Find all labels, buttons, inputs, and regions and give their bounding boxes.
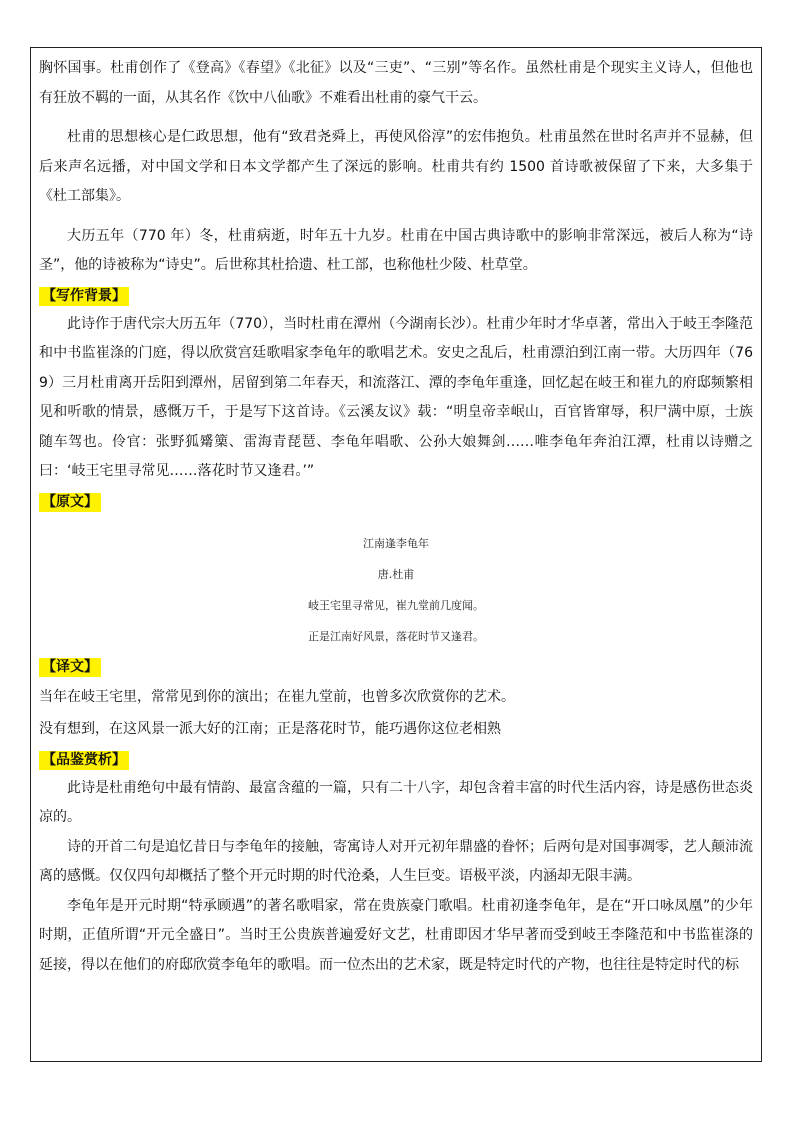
poem-author: 唐.杜甫 [377, 567, 415, 581]
translation-line-2: 没有想到，在这风景一派大好的江南；正是落花时节，能巧遇你这位老相熟 [39, 720, 501, 737]
poem-line-1: 岐王宅里寻常见，崔九堂前几度闻。 [308, 598, 484, 612]
document-page [30, 47, 762, 1062]
intro-paragraph-2: 杜甫的思想核心是仁政思想，他有“致君尧舜上，再使风俗淳”的宏伟抱负。杜甫虽然在世时名声并不显赫，但后来声名远播，对中国文学和日本文学都产生了深远的影响。杜甫共有约 1500 首诗歌被保留了下来，大多集于《杜工部集》。 [39, 129, 753, 204]
poem-line-2: 正是江南好风景，落花时节又逢君。 [308, 629, 484, 643]
section-heading-background: 【写作背景】 [39, 287, 129, 306]
poem-title: 江南逢李龟年 [363, 536, 429, 550]
background-paragraph: 此诗作于唐代宗大历五年（770），当时杜甫在潭州（今湖南长沙）。杜甫少年时才华卓著，常出入于岐王李隆范和中书监崔涤的门庭，得以欣赏宫廷歌唱家李龟年的歌唱艺术。安史之乱后，杜甫漂泊到江南一带。大历四年（769）三月杜甫离开岳阳到潭州，居留到第二年春天，和流落江、潭的李龟年重逢，回忆起在岐王和崔九的府邸频繁相见和听歌的情景，感慨万千，于是写下这首诗。《云溪友议》载：“明皇帝幸岷山，百官皆窜辱，积尸满中原，士族随车驾也。伶官：张野狐觱篥、雷海青琵琶、李龟年唱歌、公孙大娘舞剑……唯李龟年奔泊江潭，杜甫以诗赠之曰：‘岐王宅里寻常见……落花时节又逢君。’” [39, 315, 753, 479]
appreciation-paragraph-3: 李龟年是开元时期“特承顾遇”的著名歌唱家，常在贵族豪门歌唱。杜甫初逢李龟年，是在“开口咏凤凰”的少年时期，正值所谓“开元全盛日”。当时王公贵族普遍爱好文艺，杜甫即因才华早著而受到岐王李隆范和中书监崔涤的延接，得以在他们的府邸欣赏李龟年的歌唱。而一位杰出的艺术家，既是特定时代的产物，也往往是特定时代的标 [39, 897, 753, 973]
section-heading-appreciation: 【品鉴赏析】 [39, 751, 129, 770]
appreciation-paragraph-1: 此诗是杜甫绝句中最有情韵、最富含蕴的一篇，只有二十八字，却包含着丰富的时代生活内容，诗是感伤世态炎凉的。 [39, 779, 753, 825]
section-heading-translation: 【译文】 [39, 658, 101, 677]
intro-paragraph-3: 大历五年（770 年）冬，杜甫病逝，时年五十九岁。杜甫在中国古典诗歌中的影响非常深远，被后人称为“诗圣”，他的诗被称为“诗史”。后世称其杜拾遗、杜工部，也称他杜少陵、杜草堂。 [39, 227, 753, 273]
translation-line-1: 当年在岐王宅里，常常见到你的演出；在崔九堂前，也曾多次欣赏你的艺术。 [39, 688, 515, 705]
poem-block [39, 516, 753, 652]
appreciation-paragraph-2: 诗的开首二句是追忆昔日与李龟年的接触，寄寓诗人对开元初年鼎盛的眷怀；后两句是对国事凋零，艺人颠沛流离的感慨。仅仅四句却概括了整个开元时期的时代沧桑，人生巨变。语极平淡，内涵却无限丰满。 [39, 838, 753, 884]
section-heading-original: 【原文】 [39, 493, 101, 512]
intro-paragraph-1: 胸怀国事。杜甫创作了《登高》《春望》《北征》以及“三吏”、“三别”等名作。虽然杜甫是个现实主义诗人，但他也有狂放不羁的一面，从其名作《饮中八仙歌》不难看出杜甫的豪气干云。 [39, 60, 753, 106]
